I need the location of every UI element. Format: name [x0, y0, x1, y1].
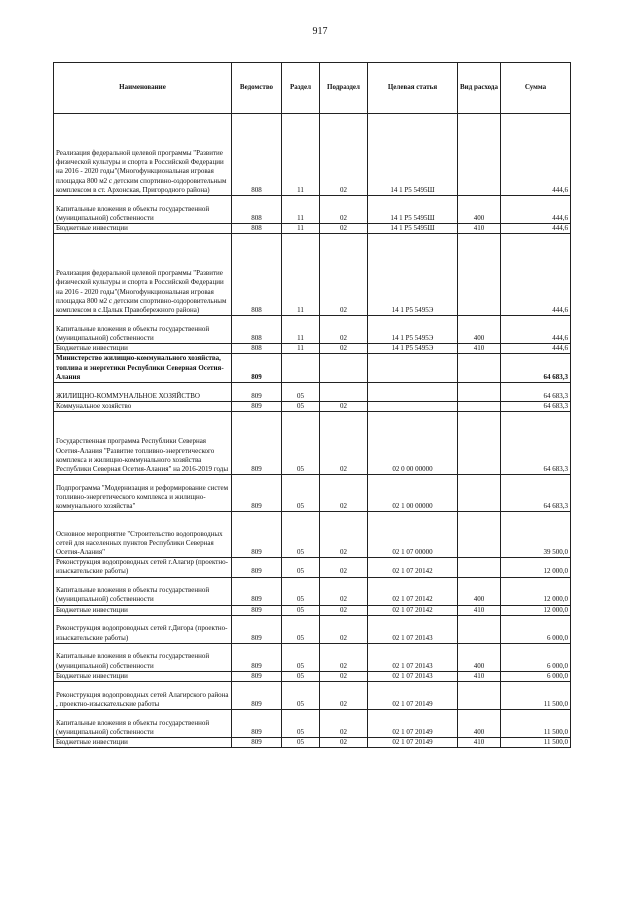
cell-type — [458, 383, 501, 402]
cell-target: 02 1 07 20143 — [368, 643, 458, 671]
table-row — [54, 512, 571, 558]
cell-target: 02 1 07 20149 — [368, 738, 458, 748]
cell-subsection: 02 — [320, 615, 368, 643]
column-header-section: Раздел — [282, 63, 320, 114]
cell-type: 410 — [458, 605, 501, 615]
cell-dept: 809 — [232, 558, 282, 577]
cell-type — [458, 682, 501, 710]
cell-subsection: 02 — [320, 512, 368, 558]
cell-target: 14 1 P5 5495Э — [368, 344, 458, 354]
cell-type — [458, 354, 501, 383]
cell-subsection: 02 — [320, 682, 368, 710]
cell-sum: 64 683,3 — [501, 475, 571, 512]
table-row — [54, 224, 571, 234]
cell-name: Капитальные вложения в объекты государственной (муниципальной) собственности — [54, 577, 232, 605]
cell-dept: 809 — [232, 383, 282, 402]
cell-subsection: 02 — [320, 558, 368, 577]
cell-subsection: 02 — [320, 475, 368, 512]
cell-section: 05 — [282, 475, 320, 512]
cell-sum: 11 500,0 — [501, 710, 571, 738]
cell-name: ЖИЛИЩНО-КОММУНАЛЬНОЕ ХОЗЯЙСТВО — [54, 383, 232, 402]
table-row — [54, 643, 571, 671]
cell-type: 400 — [458, 577, 501, 605]
cell-section: 05 — [282, 512, 320, 558]
cell-target — [368, 402, 458, 412]
table-row — [54, 196, 571, 224]
cell-dept: 809 — [232, 402, 282, 412]
cell-type: 400 — [458, 316, 501, 344]
cell-section: 05 — [282, 738, 320, 748]
cell-sum: 6 000,0 — [501, 671, 571, 681]
cell-name: Основное мероприятие "Строительство водопроводных сетей для населенных пунктов Республики Северная Осетия-Алания" — [54, 512, 232, 558]
cell-dept: 808 — [232, 114, 282, 196]
cell-dept: 808 — [232, 316, 282, 344]
column-header-dept: Ведомство — [232, 63, 282, 114]
column-header-subsection: Подраздел — [320, 63, 368, 114]
cell-subsection: 02 — [320, 577, 368, 605]
column-header-type: Вид расхода — [458, 63, 501, 114]
table-row — [54, 234, 571, 316]
table-row — [54, 114, 571, 196]
cell-section: 05 — [282, 383, 320, 402]
cell-target: 14 1 P5 5495Ш — [368, 196, 458, 224]
cell-section: 05 — [282, 615, 320, 643]
cell-dept: 809 — [232, 354, 282, 383]
cell-name: Капитальные вложения в объекты государственной (муниципальной) собственности — [54, 196, 232, 224]
cell-section: 05 — [282, 577, 320, 605]
table-row — [54, 710, 571, 738]
cell-sum: 64 683,3 — [501, 354, 571, 383]
cell-dept: 809 — [232, 412, 282, 475]
cell-target: 14 1 P5 5495Э — [368, 234, 458, 316]
table-row — [54, 316, 571, 344]
cell-subsection: 02 — [320, 412, 368, 475]
table-row — [54, 402, 571, 412]
cell-name: Бюджетные инвестиции — [54, 738, 232, 748]
cell-name: Реализация федеральной целевой программы "Развитие физической культуры и спорта в Российской Федерации на 2016 - 2020 годы"(Многофункциональная игровая площадка 800 м2 с детским спортивно-оздоровительным комплексом в ст. Архонская, Пригородного района) — [54, 114, 232, 196]
cell-type: 410 — [458, 344, 501, 354]
cell-name: Капитальные вложения в объекты государственной (муниципальной) собственности — [54, 316, 232, 344]
cell-section — [282, 354, 320, 383]
cell-type — [458, 615, 501, 643]
cell-type — [458, 512, 501, 558]
table-row — [54, 682, 571, 710]
table-row — [54, 671, 571, 681]
cell-name: Государственная программа Республики Северная Осетия-Алания "Развитие топливно-энергетического комплекса и жилищно-коммунального хозяйства Республики Северная Осетия-Алания" на 2016-2019 годы — [54, 412, 232, 475]
cell-subsection: 02 — [320, 196, 368, 224]
cell-sum: 11 500,0 — [501, 682, 571, 710]
cell-sum: 444,6 — [501, 234, 571, 316]
cell-sum: 11 500,0 — [501, 738, 571, 748]
cell-section: 05 — [282, 643, 320, 671]
table-row — [54, 615, 571, 643]
cell-sum: 12 000,0 — [501, 605, 571, 615]
cell-type: 410 — [458, 224, 501, 234]
cell-section: 11 — [282, 224, 320, 234]
cell-type: 400 — [458, 196, 501, 224]
cell-name: Коммунальное хозяйство — [54, 402, 232, 412]
cell-type: 410 — [458, 738, 501, 748]
cell-subsection: 02 — [320, 671, 368, 681]
cell-type — [458, 558, 501, 577]
cell-type — [458, 234, 501, 316]
table-header-row — [54, 63, 571, 114]
cell-subsection: 02 — [320, 344, 368, 354]
cell-type — [458, 475, 501, 512]
cell-subsection — [320, 354, 368, 383]
cell-name: Бюджетные инвестиции — [54, 344, 232, 354]
cell-subsection: 02 — [320, 605, 368, 615]
table-row — [54, 605, 571, 615]
cell-name: Реконструкция водопроводных сетей Алагирского района , проектно-изыскательские работы — [54, 682, 232, 710]
cell-target — [368, 383, 458, 402]
cell-type — [458, 402, 501, 412]
cell-dept: 809 — [232, 671, 282, 681]
cell-target: 02 1 07 20143 — [368, 671, 458, 681]
cell-name: Капитальные вложения в объекты государственной (муниципальной) собственности — [54, 643, 232, 671]
cell-target: 02 1 07 20142 — [368, 558, 458, 577]
cell-dept: 809 — [232, 615, 282, 643]
cell-name: Реализация федеральной целевой программы "Развитие физической культуры и спорта в Российской Федерации на 2016 - 2020 годы"(Многофункциональная игровая площадка 800 м2 с детским спортивно-оздоровительным комплексом в с.Цалык Правобережного района) — [54, 234, 232, 316]
cell-name: Реконструкция водопроводных сетей г.Дигора (проектно-изыскательские работы) — [54, 615, 232, 643]
cell-dept: 809 — [232, 512, 282, 558]
cell-target: 02 1 00 00000 — [368, 475, 458, 512]
table-row — [54, 344, 571, 354]
cell-subsection: 02 — [320, 234, 368, 316]
cell-name: Бюджетные инвестиции — [54, 671, 232, 681]
cell-subsection — [320, 383, 368, 402]
cell-sum: 39 500,0 — [501, 512, 571, 558]
cell-dept: 808 — [232, 224, 282, 234]
cell-sum: 444,6 — [501, 344, 571, 354]
cell-sum: 64 683,3 — [501, 383, 571, 402]
table-row — [54, 738, 571, 748]
cell-subsection: 02 — [320, 710, 368, 738]
cell-type: 400 — [458, 643, 501, 671]
column-header-sum: Сумма — [501, 63, 571, 114]
cell-sum: 12 000,0 — [501, 577, 571, 605]
cell-target: 02 1 07 20142 — [368, 577, 458, 605]
cell-section: 05 — [282, 558, 320, 577]
cell-section: 05 — [282, 710, 320, 738]
cell-sum: 12 000,0 — [501, 558, 571, 577]
cell-section: 05 — [282, 682, 320, 710]
cell-target: 02 1 07 00000 — [368, 512, 458, 558]
cell-section: 11 — [282, 114, 320, 196]
cell-dept: 809 — [232, 643, 282, 671]
cell-sum: 64 683,3 — [501, 412, 571, 475]
cell-dept: 809 — [232, 577, 282, 605]
column-header-target: Целевая статья — [368, 63, 458, 114]
cell-section: 05 — [282, 412, 320, 475]
cell-target: 02 1 07 20149 — [368, 682, 458, 710]
cell-target: 02 1 07 20143 — [368, 615, 458, 643]
cell-dept: 808 — [232, 234, 282, 316]
cell-subsection: 02 — [320, 643, 368, 671]
cell-sum: 444,6 — [501, 114, 571, 196]
cell-name: Капитальные вложения в объекты государственной (муниципальной) собственности — [54, 710, 232, 738]
cell-subsection: 02 — [320, 114, 368, 196]
cell-name: Подпрограмма "Модернизация и реформирование систем топливно-энергетического комплекса и жилищно-коммунального хозяйства" — [54, 475, 232, 512]
table-body — [54, 114, 571, 748]
column-header-name: Наименование — [54, 63, 232, 114]
cell-type — [458, 114, 501, 196]
cell-target: 02 1 07 20149 — [368, 710, 458, 738]
cell-type: 400 — [458, 710, 501, 738]
cell-dept: 808 — [232, 196, 282, 224]
page-number: 917 — [312, 26, 328, 37]
table-row — [54, 475, 571, 512]
cell-dept: 809 — [232, 710, 282, 738]
cell-sum: 444,6 — [501, 196, 571, 224]
budget-table — [53, 62, 571, 748]
cell-sum: 6 000,0 — [501, 643, 571, 671]
cell-subsection: 02 — [320, 738, 368, 748]
cell-name: Министерство жилищно-коммунального хозяйства, топлива и энергетики Республики Северная Осетия-Алания — [54, 354, 232, 383]
cell-name: Реконструкция водопроводных сетей г.Алагир (проектно-изыскательские работы) — [54, 558, 232, 577]
cell-target: 14 1 P5 5495Э — [368, 316, 458, 344]
cell-name: Бюджетные инвестиции — [54, 605, 232, 615]
cell-dept: 809 — [232, 605, 282, 615]
cell-subsection: 02 — [320, 224, 368, 234]
table-row — [54, 354, 571, 383]
cell-section: 05 — [282, 402, 320, 412]
table-row — [54, 558, 571, 577]
cell-dept: 809 — [232, 682, 282, 710]
cell-subsection: 02 — [320, 402, 368, 412]
cell-type — [458, 412, 501, 475]
cell-target — [368, 354, 458, 383]
cell-target: 02 0 00 00000 — [368, 412, 458, 475]
cell-dept: 808 — [232, 344, 282, 354]
cell-target: 14 1 P5 5495Ш — [368, 114, 458, 196]
cell-dept: 809 — [232, 475, 282, 512]
cell-target: 02 1 07 20142 — [368, 605, 458, 615]
table-row — [54, 577, 571, 605]
cell-section: 11 — [282, 196, 320, 224]
table-row — [54, 383, 571, 402]
cell-section: 05 — [282, 671, 320, 681]
cell-type: 410 — [458, 671, 501, 681]
cell-section: 11 — [282, 316, 320, 344]
cell-target: 14 1 P5 5495Ш — [368, 224, 458, 234]
table-row — [54, 412, 571, 475]
cell-name: Бюджетные инвестиции — [54, 224, 232, 234]
cell-sum: 444,6 — [501, 316, 571, 344]
cell-subsection: 02 — [320, 316, 368, 344]
cell-section: 11 — [282, 234, 320, 316]
cell-sum: 444,6 — [501, 224, 571, 234]
cell-sum: 64 683,3 — [501, 402, 571, 412]
cell-dept: 809 — [232, 738, 282, 748]
cell-section: 11 — [282, 344, 320, 354]
cell-sum: 6 000,0 — [501, 615, 571, 643]
cell-section: 05 — [282, 605, 320, 615]
